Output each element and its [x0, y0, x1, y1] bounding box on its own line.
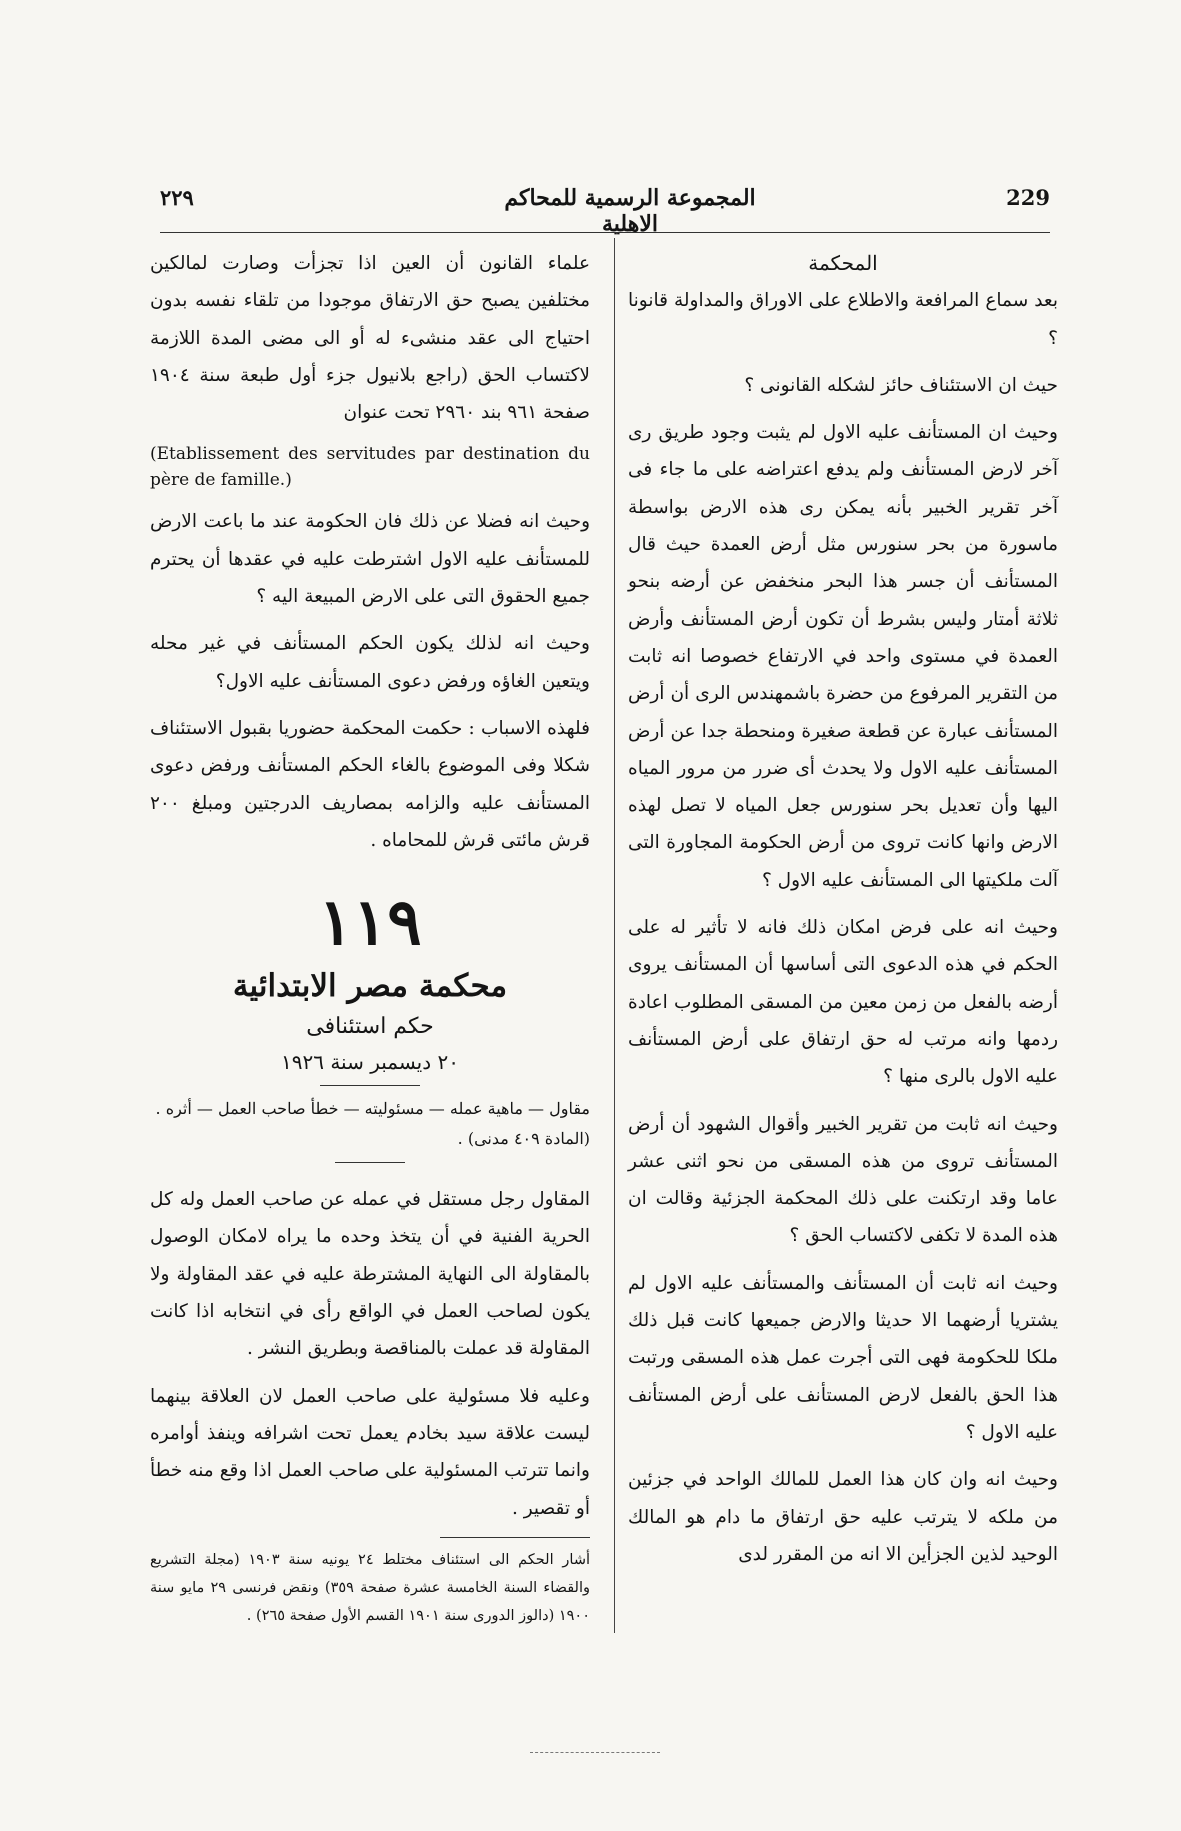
section-heading: المحكمة — [808, 251, 878, 275]
paragraph: وحيث انه ثابت أن المستأنف والمستأنف عليه الاول لم يشتريا أرضهما الا حديثا والارض جميعها كانت قبل ذلك ملكا للحكومة فهى التى أجرت عمل هذه المسقى ورتبت هذا الحق بالفعل لارض المستأنف على أرض المستأنف عليه الاول ؟ — [628, 1272, 1058, 1443]
footnote-rule — [440, 1537, 590, 1538]
paragraph: المقاول رجل مستقل في عمله عن صاحب العمل وله كل الحرية الفنية في أن يتخذ وحده ما يراه لامكان الوصول بالمقاولة الى النهاية المشترطة عليه في عقد المقاولة ولا يكون لصاحب العمل في الواقع رأى في انتخابه اذا كانت المقاولة قد عملت بالمناقصة وبطريق النشر . — [150, 1189, 590, 1360]
page-number-latin: 229 — [1006, 185, 1050, 210]
ruling-type: حكم استئنافى — [306, 1014, 434, 1040]
case-number: ١١٩ — [318, 885, 422, 961]
paragraph: فلهذه الاسباب : حكمت المحكمة حضوريا بقبول الاستئناف شكلا وفى الموضوع بالغاء الحكم المستأنف ورفض دعوى المستأنف عليه والزامه بمصاريف الدرجتين ومبلغ ٢٠٠ قرش مائتى قرش للمحاماه . — [150, 717, 590, 851]
paragraph: وعليه فلا مسئولية على صاحب العمل لان العلاقة بينهما ليست علاقة سيد بخادم يعمل تحت اشرافه وينفذ أوامره وانما تترتب المسئولية على صاحب العمل اذا وقع منه خطأ أو تقصير . — [150, 1385, 590, 1519]
column-divider — [614, 238, 615, 1633]
page-number-arabic: ٢٢٩ — [160, 185, 194, 210]
paragraph: وحيث انه وان كان هذا العمل للمالك الواحد في جزئين من ملكه لا يترتب عليه حق ارتفاق ما دام هو المالك الوحيد لذين الجزأين الا انه من المقرر لدى — [628, 1469, 1058, 1565]
paragraph: وحيث ان المستأنف عليه الاول لم يثبت وجود طريق رى آخر لارض المستأنف ولم يدفع اعتراضه على ما جاء فى آخر تقرير الخبير بأنه يمكن رى هذه الارض بواسطة ماسورة من بحر سنورس مثل أرض العمدة حيث قال المستأنف أن جسر هذا البحر منخفض عن أرضه بنحو ثلاثة أمتار وليس بشرط أن تكون أرض المستأنف وأرض العمدة في مستوى واحد في الارتفاع خصوصا انه ثابت من التقرير المرفوع من حضرة باشمهندس الرى أن أرض المستأنف عبارة عن قطعة صغيرة ومنحطة جدا عن أرض المستأنف عليه الاول ولا يحدث أى ضرر من مرور المياه اليها وأن تعديل بحر سنورس جعل المياه لا تصل لهذه الارض وانها كانت تروى من أرض الحكومة المجاورة التى آلت ملكيتها الى المستأنف عليه الاول ؟ — [628, 422, 1058, 891]
section-divider — [320, 1085, 420, 1086]
left-column — [150, 245, 590, 1630]
paragraph: وحيث انه لذلك يكون الحكم المستأنف في غير محله ويتعين الغاؤه ورفض دعوى المستأنف عليه الاول؟ — [150, 633, 590, 692]
right-column — [628, 245, 1058, 1583]
section-divider — [335, 1162, 405, 1163]
header-rule — [160, 232, 1050, 233]
legal-article: (المادة ٤٠٩ مدنى) . — [457, 1129, 590, 1149]
ruling-date: ٢٠ ديسمبر سنة ١٩٢٦ — [281, 1050, 459, 1075]
paragraph: وحيث انه ثابت من تقرير الخبير وأقوال الشهود أن أرض المستأنف تروى من هذه المسقى من نحو اثنى عشر عاما وقد ارتكنت على ذلك المحكمة الجزئية وقالت ان هذه المدة لا تكفى لاكتساب الحق ؟ — [628, 1113, 1058, 1247]
paragraph: حيث ان الاستئناف حائز لشكله القانونى ؟ — [744, 374, 1058, 396]
footer-mark — [530, 1752, 660, 1753]
paragraph: بعد سماع المرافعة والاطلاع على الاوراق والمداولة قانونا ؟ — [628, 290, 1058, 349]
court-name: محكمة مصر الابتدائية — [232, 968, 508, 1005]
footnote: أشار الحكم الى استئناف مختلط ٢٤ يونيه سنة ١٩٠٣ (مجلة التشريع والقضاء السنة الخامسة عشرة صفحة ٣٥٩) ونقض فرنسى ٢٩ مايو سنة ١٩٠٠ (دالوز الدورى سنة ١٩٠١ القسم الأول صفحة ٢٦٥) . — [150, 1551, 590, 1624]
latin-quote: (Etablissement des servitudes par destination du père de famille.) — [150, 444, 590, 491]
running-header — [160, 185, 1050, 237]
paragraph: وحيث انه فضلا عن ذلك فان الحكومة عند ما باعت الارض للمستأنف عليه الاول اشترطت عليه في عقدها أن يحترم جميع الحقوق التى على الارض المبيعة اليه ؟ — [150, 511, 590, 608]
paragraph: علماء القانون أن العين اذا تجزأت وصارت لمالكين مختلفين يصبح حق الارتفاق موجودا من تلقاء نفسه بدون احتياج الى عقد منشىء له أو الى مضى المدة اللازمة لاكتساب الحق (راجع بلانيول جزء أول طبعة سنة ١٩٠٤ صفحة ٩٦١ بند ٢٩٦٠ تحت عنوان — [150, 253, 590, 424]
case-keywords: مقاول — ماهية عمله — مسئوليته — خطأ صاحب العمل — أثره . — [155, 1099, 590, 1119]
journal-title: المجموعة الرسمية للمحاكم الاهلية — [504, 185, 756, 237]
paragraph: وحيث انه على فرض امكان ذلك فانه لا تأثير له على الحكم في هذه الدعوى التى أساسها أن المستأنف يروى أرضه بالفعل من زمن معين من المسقى المطلوب اعادة ردمها وانه مرتب له حق ارتفاق على أرض المستأنف عليه الاول بالرى منها ؟ — [628, 917, 1058, 1088]
